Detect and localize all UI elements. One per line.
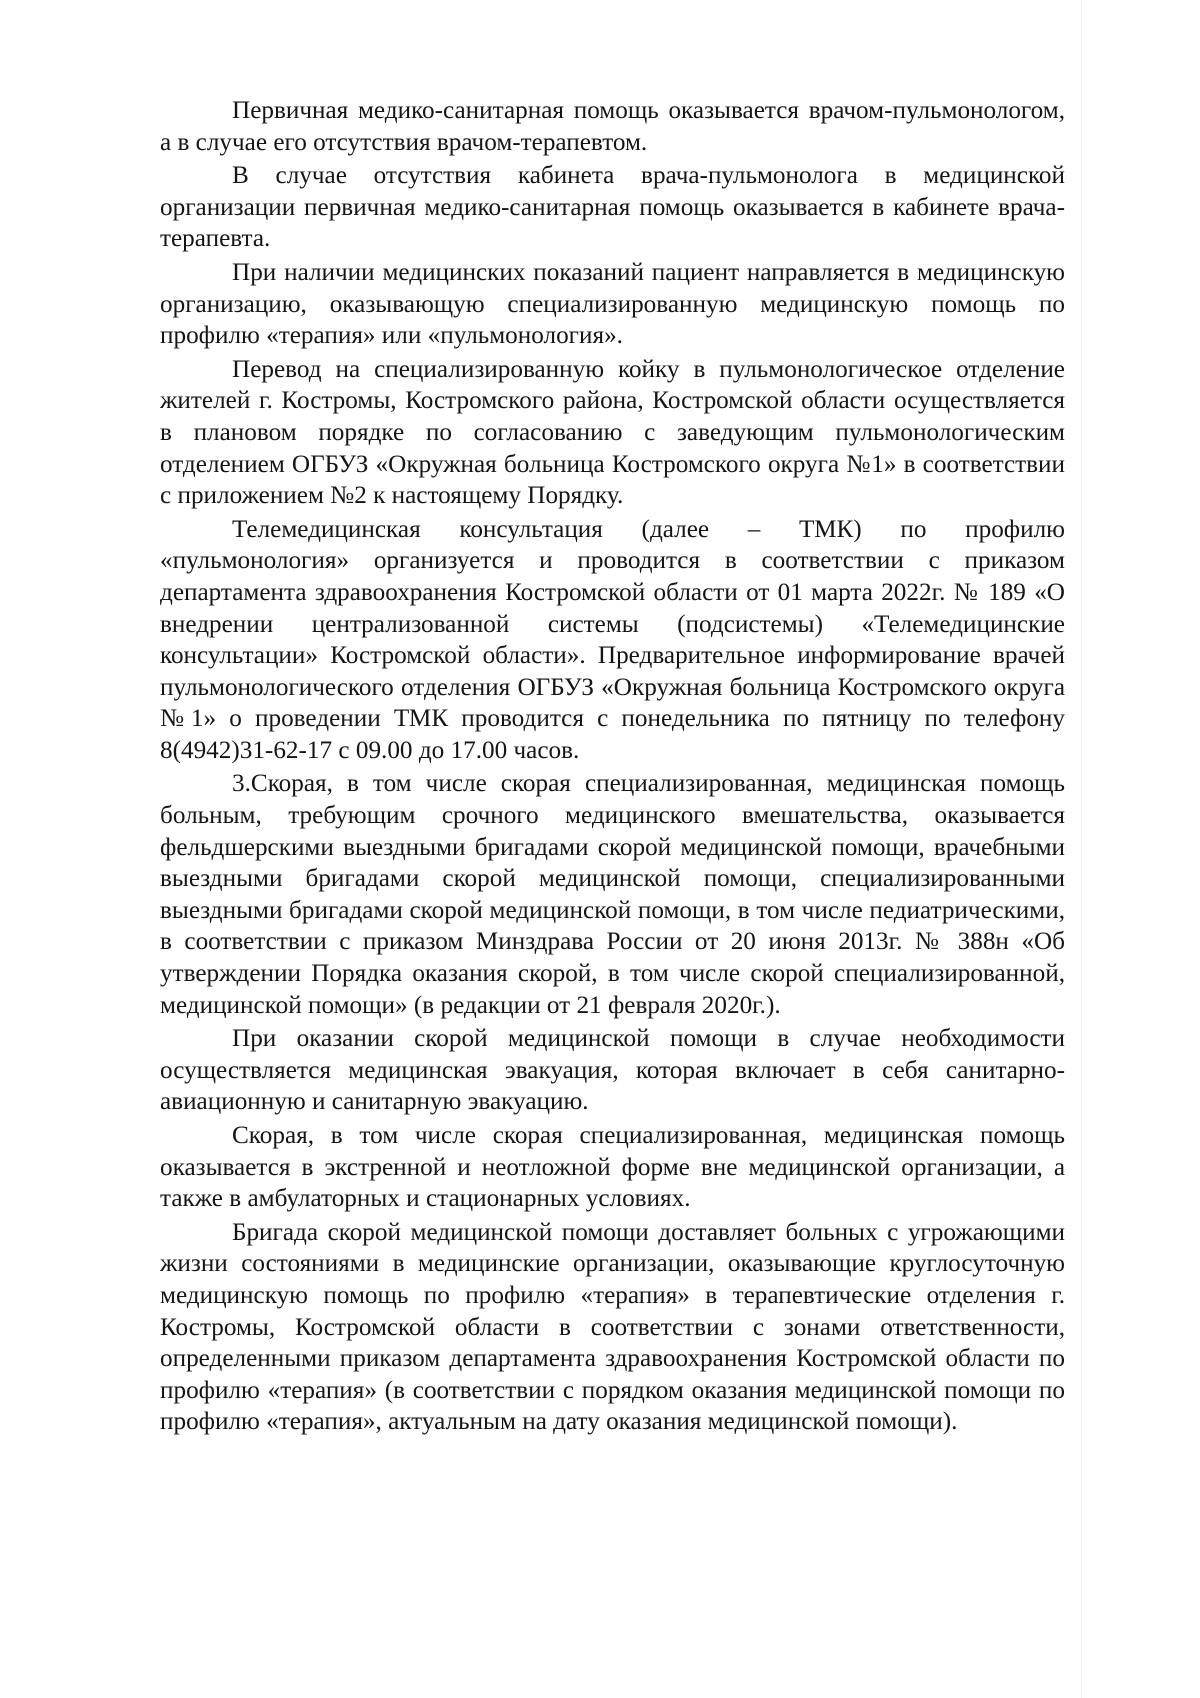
- paragraph-emergency-forms: Скорая, в том числе скорая специализированная, медицинская помощь оказывается в экстренной и неотложной форме вне медицинской организации, а также в амбулаторных и стационарных условиях.: [160, 1122, 1065, 1213]
- paragraph-telemedicine: Телемедицинская консультация (далее – ТМК) по профилю «пульмонология» организуется и проводится в соответствии с приказом департамента здравоохранения Костромской области от 01 марта 2022г. № 189 «О внедрении централизованной системы (подсистемы) «Телемедицинские консультации» Костромской области». Предварительное информирование врачей пульмонологического отделения ОГБУЗ «Окружная больница Костромского округа №1» о проведении ТМК проводится с понедельника по пятницу по телефону 8(4942)31-62-17 с 09.00 до 17.00 часов.: [160, 515, 1065, 764]
- paragraph-ambulance-delivery: Бригада скорой медицинской помощи доставляет больных с угрожающими жизни состояниями в медицинские организации, оказывающие круглосуточную медицинскую помощь по профилю «терапия» в терапевтические отделения г. Костромы, Костромской области в соответствии с зонами ответственности, определенными приказом департамента здравоохранения Костромской области по профилю «терапия» (в соответствии с порядком оказания медицинской помощи по профилю «терапия», актуальным на дату оказания медицинской помощи).: [160, 1218, 1065, 1436]
- document-body: [160, 95, 1065, 1440]
- paragraph-no-pulmonologist-office: В случае отсутствия кабинета врача-пульмонолога в медицинской организации первичная медико-санитарная помощь оказывается в кабинете врача-терапевта.: [160, 162, 1065, 253]
- scan-edge-line: [1081, 0, 1082, 1698]
- paragraph-medical-evacuation: При оказании скорой медицинской помощи в случае необходимости осуществляется медицинская эвакуация, которая включает в себя санитарно-авиационную и санитарную эвакуацию.: [160, 1025, 1065, 1116]
- paragraph-emergency-care: 3.Скорая, в том числе скорая специализированная, медицинская помощь больным, требующим срочного медицинского вмешательства, оказывается фельдшерскими выездными бригадами скорой медицинской помощи, врачебными выездными бригадами скорой медицинской помощи, специализированными выездными бригадами скорой медицинской помощи, в том числе педиатрическими, в соответствии с приказом Минздрава России от 20 июня 2013г. № 388н «Об утверждении Порядка оказания скорой, в том числе скорой специализированной, медицинской помощи» (в редакции от 21 февраля 2020г.).: [160, 770, 1065, 1019]
- paragraph-primary-care: Первичная медико-санитарная помощь оказывается врачом-пульмонологом, а в случае его отсутствия врачом-терапевтом.: [160, 97, 1065, 156]
- paragraph-transfer: Перевод на специализированную койку в пульмонологическое отделение жителей г. Костромы, Костромского района, Костромской области осуществляется в плановом порядке по согласованию с заведующим пульмонологическим отделением ОГБУЗ «Окружная больница Костромского округа №1» в соответствии с приложением №2 к настоящему Порядку.: [160, 355, 1065, 510]
- paragraph-referral: При наличии медицинских показаний пациент направляется в медицинскую организацию, оказывающую специализированную медицинскую помощь по профилю «терапия» или «пульмонология».: [160, 258, 1065, 350]
